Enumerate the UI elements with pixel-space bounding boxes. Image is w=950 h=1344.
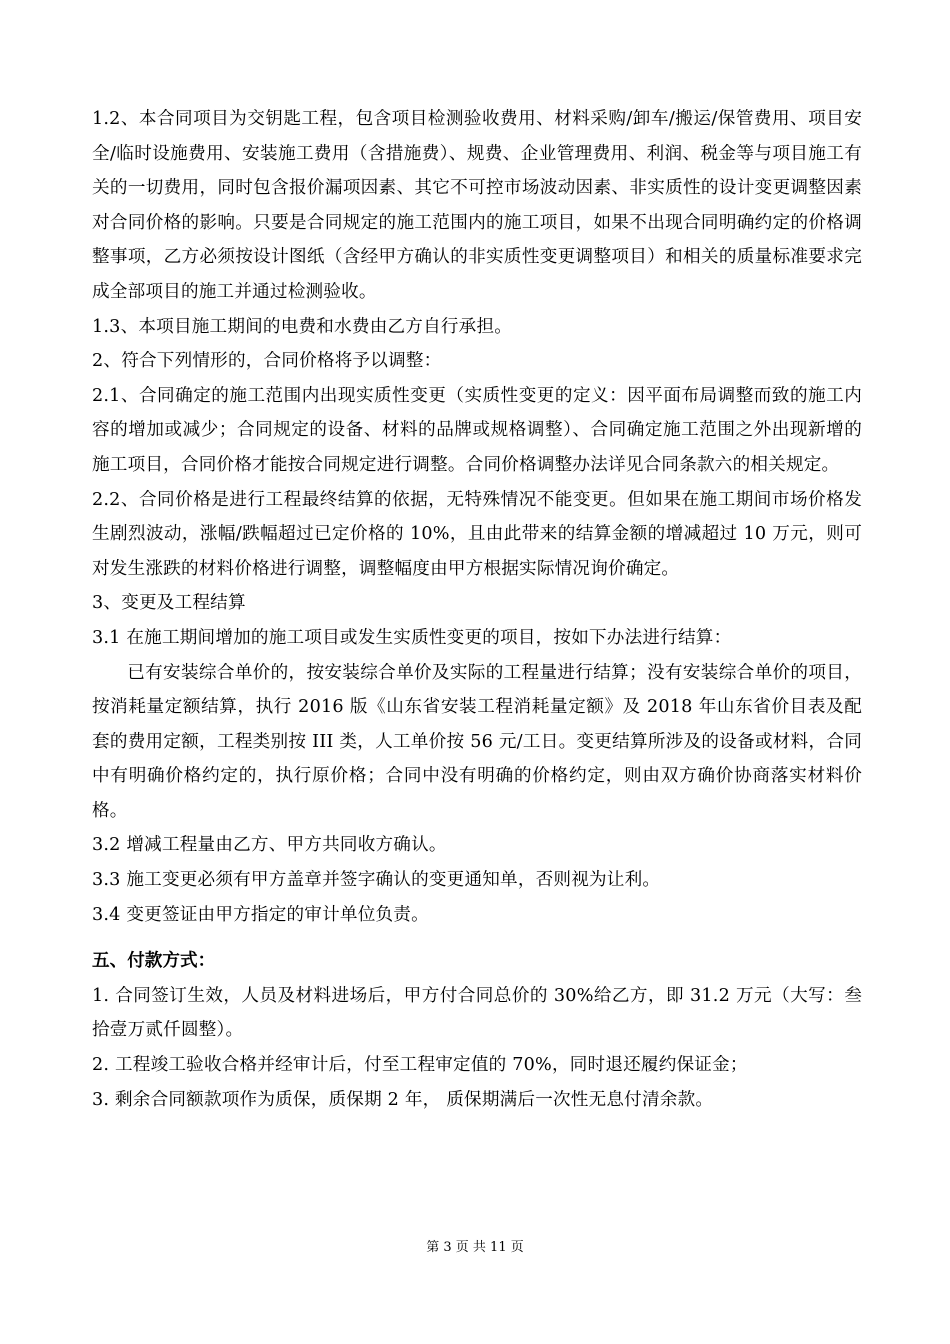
clause-2-2: 2.2、合同价格是进行工程最终结算的依据，无特殊情况不能变更。但如果在施工期间市场价格发生剧烈波动，涨幅/跌幅超过已定价格的 10%，且由此带来的结算金额的增减超过 10 万元，则可对发生涨跌的材料价格进行调整，调整幅度由甲方根据实际情况询价确定。 — [92, 489, 862, 579]
clause-3-4: 3.4 变更签证由甲方指定的审计单位负责。 — [92, 904, 429, 925]
clause-3: 3、变更及工程结算 — [92, 593, 246, 614]
clause-3-1: 3.1 在施工期间增加的施工项目或发生实质性变更的项目，按如下办法进行结算： — [92, 627, 732, 648]
payment-item-2: 2. 工程竣工验收合格并经审计后，付至工程审定值的 70%，同时退还履约保证金； — [92, 1055, 748, 1076]
clause-1-2: 1.2、本合同项目为交钥匙工程，包含项目检测验收费用、材料采购/卸车/搬运/保管费用、项目安全/临时设施费用、安装施工费用（含措施费）、规费、企业管理费用、利润、税金等与项目施工有关的一切费用，同时包含报价漏项因素、其它不可控市场波动因素、非实质性的设计变更调整因素对合同价格的影响。只要是合同规定的施工范围内的施工项目，如果不出现合同明确约定的价格调整事项，乙方必须按设计图纸（含经甲方确认的非实质性变更调整项目）和相关的质量标准要求完成全部项目的施工并通过检测验收。 — [92, 109, 862, 302]
clause-2: 2、符合下列情形的，合同价格将予以调整： — [92, 351, 442, 372]
payment-item-1: 1. 合同签订生效，人员及材料进场后，甲方付合同总价的 30%给乙方，即 31.2 万元（大写：叁拾壹万贰仟圆整）。 — [92, 985, 862, 1041]
clause-3-1-detail: 已有安装综合单价的，按安装综合单价及实际的工程量进行结算；没有安装综合单价的项目，按消耗量定额结算，执行 2016 版《山东省安装工程消耗量定额》及 2018 年山东省价目表及配套的费用定额，工程类别按 III 类，人工单价按 56 元/工日。变更结算所涉及的设备或材料，合同中有明确价格约定的，执行原价格；合同中没有明确的价格约定，则由双方确价协商落实材料价格。 — [92, 662, 862, 821]
section-heading-payment: 五、付款方式： — [92, 951, 216, 972]
clause-3-3: 3.3 施工变更必须有甲方盖章并签字确认的变更通知单，否则视为让利。 — [92, 870, 661, 891]
clause-1-3: 1.3、本项目施工期间的电费和水费由乙方自行承担。 — [92, 316, 513, 337]
clause-2-1: 2.1、合同确定的施工范围内出现实质性变更（实质性变更的定义：因平面布局调整而致的施工内容的增加或减少；合同规定的设备、材料的品牌或规格调整）、合同确定施工范围之外出现新增的施工项目，合同价格才能按合同规定进行调整。合同价格调整办法详见合同条款六的相关规定。 — [92, 385, 862, 475]
payment-item-3: 3. 剩余合同额款项作为质保，质保期 2 年， 质保期满后一次性无息付清余款。 — [92, 1089, 714, 1110]
page-footer: 第 3 页 共 11 页 — [426, 1240, 524, 1255]
clause-3-2: 3.2 增减工程量由乙方、甲方共同收方确认。 — [92, 835, 447, 856]
page-content — [92, 102, 862, 1117]
